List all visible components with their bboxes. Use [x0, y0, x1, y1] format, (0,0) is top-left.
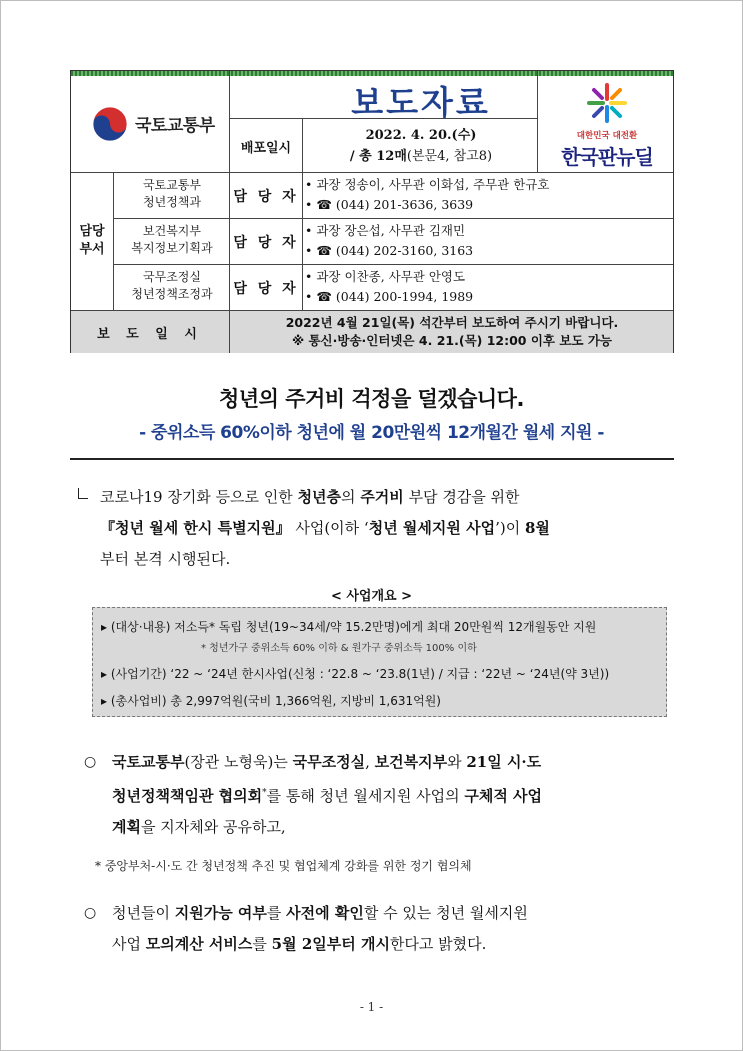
text-run: 를	[266, 904, 287, 922]
distribution-value	[303, 125, 539, 167]
header-green-bar	[71, 71, 673, 76]
bold-run: 21일 시·도	[466, 753, 542, 771]
text-run: 사업	[112, 935, 146, 953]
release-line-1: 2022년 4월 21일(목) 석간부터 보도하여 주시기 바랍니다.	[285, 315, 619, 330]
body-item-text	[112, 898, 674, 960]
contact-staff: • 과장 이찬종, 사무관 안영도	[305, 269, 466, 284]
in-charge-label	[71, 172, 113, 310]
sub-title: - 중위소득 60%이하 청년에 월 20만원씩 12개월간 월세 지원 -	[139, 423, 604, 443]
bold-run: 청년층	[297, 488, 342, 506]
manager-label: 담 당 자	[233, 281, 299, 297]
footnote-marker: *	[262, 788, 267, 798]
overview-target: ▸ (대상·내용) 저소득* 독립 청년(19~34세/약 15.2만명)에게 최대 20만원씩 12개월동안 지원	[101, 620, 597, 634]
text-run: 사업(이하 ‘	[290, 519, 369, 537]
text-run: 부터 본격 시행된다.	[100, 550, 231, 568]
contact-phone: • ☎ (044) 200-1994, 1989	[305, 289, 474, 304]
text-run: 을 지자체와 공유하고,	[140, 818, 286, 836]
bold-run: 보건복지부	[374, 753, 448, 771]
text-run: 할 수 있는 청년 월세지원	[363, 904, 528, 922]
circle-bullet-icon: ○	[84, 754, 97, 770]
in-charge-label-2: 부서	[79, 242, 105, 257]
page-number: - 1 -	[359, 1000, 384, 1014]
bold-run: 국토교통부	[112, 753, 185, 771]
manager-label: 담 당 자	[233, 235, 299, 251]
circle-bullet-icon: ○	[84, 905, 97, 921]
distribution-date: 2022. 4. 20.(수)	[365, 128, 477, 143]
release-line-2: ※ 통신·방송·인터넷은 4. 21.(목) 12:00 이후 보도 가능	[291, 333, 613, 348]
department-org: 보건복지부	[143, 224, 201, 238]
intro-paragraph	[100, 482, 674, 575]
text-run: ,	[365, 753, 375, 771]
bold-run: 국무조정실	[292, 753, 366, 771]
square-bullet-icon	[78, 488, 88, 499]
new-deal-subtitle: 대한민국 대전환	[576, 131, 638, 141]
overview-target-note: * 청년가구 중위소득 60% 이하 & 원가구 중위소득 100% 이하	[201, 643, 477, 654]
contact-phone: • ☎ (044) 202-3160, 3163	[305, 243, 474, 258]
taegeuk-emblem-icon	[91, 105, 129, 143]
korea-new-deal-logo	[541, 81, 673, 171]
ministry-name: 국토교통부	[135, 116, 215, 136]
main-title: 청년의 주거비 걱정을 덜겠습니다.	[219, 387, 524, 411]
new-deal-burst-icon	[585, 81, 629, 125]
department-cell	[114, 269, 230, 303]
text-run: 한다고 밝혔다.	[389, 935, 487, 953]
release-text	[231, 314, 673, 350]
distribution-pages-detail: (본문4, 참고8)	[406, 149, 493, 164]
overview-box	[92, 607, 667, 717]
bold-run: 모의계산 서비스	[145, 935, 253, 953]
press-release-title: 보도자료	[351, 83, 491, 122]
grid-line	[229, 311, 230, 353]
contact-cell	[305, 221, 473, 261]
body-item-text	[112, 747, 674, 843]
distribution-label: 배포일시	[240, 140, 292, 156]
bold-run: 『청년 월세 한시 특별지원』	[100, 519, 291, 537]
bold-run: 청년 월세지원 사업	[368, 519, 496, 537]
text-run: ’)이	[495, 519, 525, 537]
grid-line	[71, 172, 673, 173]
new-deal-name: 한국판뉴딜	[561, 145, 653, 169]
text-run: 부담 경감을 위한	[403, 488, 520, 506]
bold-run: 주거비	[360, 488, 404, 506]
contact-cell	[305, 175, 549, 215]
department-org: 국토교통부	[143, 178, 201, 192]
press-header-table	[70, 70, 674, 353]
grid-line	[113, 264, 673, 265]
department-team: 청년정책조정과	[131, 287, 213, 301]
bold-run: 지원가능 여부	[174, 904, 267, 922]
department-org: 국무조정실	[143, 270, 201, 284]
bold-run: 청년정책책임관 협의회	[112, 787, 263, 805]
text-run: 와	[447, 753, 467, 771]
manager-label: 담 당 자	[233, 189, 299, 205]
bold-run: 사전에 확인	[286, 904, 364, 922]
in-charge-label-1: 담당	[79, 224, 105, 239]
department-team: 복지정보기획과	[131, 241, 213, 255]
contact-staff: • 과장 정송이, 사무관 이화섭, 주무관 한규호	[305, 177, 550, 192]
overview-budget: ▸ (총사업비) 총 2,997억원(국비 1,366억원, 지방비 1,631억원)	[101, 694, 441, 708]
text-run: 청년들이	[112, 904, 175, 922]
overview-title: < 사업개요 >	[330, 589, 413, 604]
text-run: 를	[252, 935, 272, 953]
release-row	[71, 311, 673, 353]
bold-run: 계획	[112, 818, 141, 836]
title-separator	[70, 458, 674, 460]
contact-cell	[305, 267, 473, 307]
distribution-pages-total: / 총 12매	[349, 149, 407, 164]
text-run: 의	[341, 488, 361, 506]
distribution-pages	[303, 146, 539, 167]
text-run: (장관 노형욱)는	[184, 753, 293, 771]
bold-run: 5월 2일부터 개시	[271, 935, 390, 953]
contact-staff: • 과장 장은섭, 사무관 김재민	[305, 223, 466, 238]
ministry-logo	[91, 105, 241, 145]
department-cell	[114, 177, 230, 211]
text-run: 코로나19 장기화 등으로 인한	[100, 488, 298, 506]
bold-run: 8월	[524, 519, 550, 537]
contact-phone: • ☎ (044) 201-3636, 3639	[305, 197, 474, 212]
grid-line	[113, 218, 673, 219]
release-label: 보 도 일 시	[97, 326, 203, 342]
footnote: * 중앙부처-시·도 간 청년정책 추진 및 협업체계 강화를 위한 정기 협의체	[95, 859, 472, 873]
overview-period: ▸ (사업기간) ‘22 ~ ‘24년 한시사업(신청 : ‘22.8 ~ ‘23.8(1년) / 지급 : ‘22년 ~ ‘24년(약 3년))	[101, 667, 610, 681]
text-run: 를 통해 청년 월세지원 사업의	[266, 787, 465, 805]
bold-run: 구체적 사업	[464, 787, 543, 805]
department-cell	[114, 223, 230, 257]
department-team: 청년정책과	[143, 195, 201, 209]
